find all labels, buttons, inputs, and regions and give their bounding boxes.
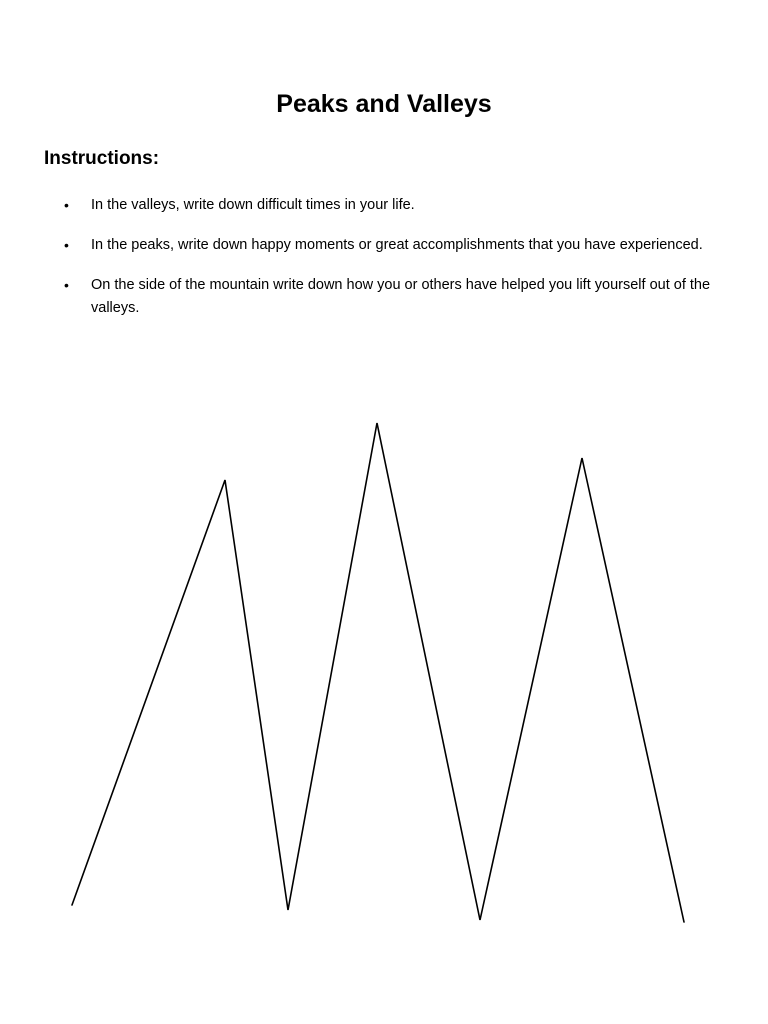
instruction-text: On the side of the mountain write down how you or others have helped you lift yourself out of the valleys. — [91, 277, 711, 316]
instruction-text: In the peaks, write down happy moments or great accomplishments that you have experienced. — [91, 237, 703, 253]
page-title: Peaks and Valleys — [276, 90, 492, 118]
bullet-icon: • — [64, 277, 69, 293]
bullet-icon: • — [64, 197, 69, 213]
instruction-text: In the valleys, write down difficult times in your life. — [91, 197, 415, 213]
instructions-heading: Instructions: — [44, 148, 160, 169]
mountain-outline — [72, 423, 684, 922]
bullet-icon: • — [64, 237, 69, 253]
